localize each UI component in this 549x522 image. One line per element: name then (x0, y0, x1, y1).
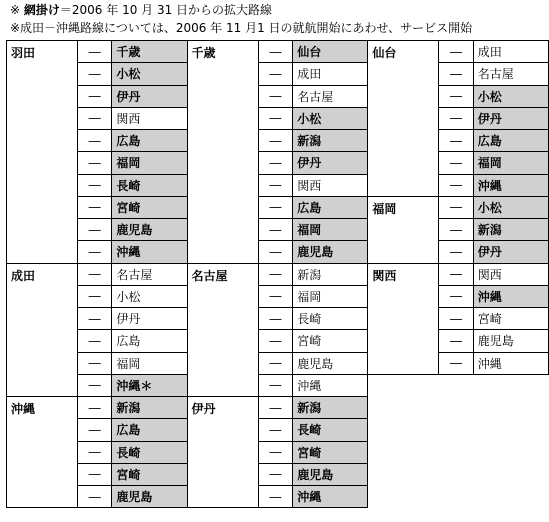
route-dash: ― (258, 85, 292, 107)
route-dash: ― (439, 308, 473, 330)
destination-cell: 関西 (473, 263, 548, 285)
route-dash: ― (258, 463, 292, 485)
empty-cell (368, 397, 549, 419)
route-dash: ― (258, 219, 292, 241)
route-dash: ― (258, 374, 292, 396)
route-dash: ― (258, 330, 292, 352)
destination-cell: 福岡 (293, 219, 368, 241)
route-dash: ― (439, 63, 473, 85)
origin-airport-sendai: 仙台 (368, 41, 439, 197)
table-row (7, 441, 549, 463)
route-dash: ― (77, 85, 111, 107)
note-expanded-routes (10, 2, 272, 19)
destination-cell: 小松 (112, 63, 187, 85)
destination-cell: 名古屋 (293, 85, 368, 107)
route-dash: ― (439, 130, 473, 152)
table-row (7, 352, 549, 374)
route-dash: ― (258, 241, 292, 263)
destination-cell: 福岡 (293, 285, 368, 307)
route-dash: ― (439, 196, 473, 218)
destination-cell: 伊丹 (112, 85, 187, 107)
route-dash: ― (77, 374, 111, 396)
destination-cell: 伊丹 (473, 107, 548, 129)
destination-cell: 長崎 (112, 174, 187, 196)
route-dash: ― (258, 174, 292, 196)
note-line1-text: ＝2006 年 10 月 31 日からの拡大路線 (59, 3, 273, 17)
destination-cell: 小松 (112, 285, 187, 307)
table-row (7, 463, 549, 485)
destination-cell: 福岡 (473, 152, 548, 174)
table-row (7, 130, 549, 152)
destination-cell: 小松 (473, 85, 548, 107)
table-row (7, 174, 549, 196)
destination-cell: 成田 (293, 63, 368, 85)
table-row (7, 85, 549, 107)
destination-cell: 鹿児島 (112, 486, 187, 508)
route-dash: ― (258, 308, 292, 330)
route-dash: ― (77, 441, 111, 463)
destination-cell: 沖縄 (473, 352, 548, 374)
origin-airport-haneda: 羽田 (7, 41, 78, 264)
origin-airport-nagoya: 名古屋 (187, 263, 258, 397)
route-dash: ― (258, 352, 292, 374)
destination-cell: 成田 (473, 41, 548, 63)
route-dash: ― (77, 285, 111, 307)
table-row (7, 374, 549, 396)
table-row (7, 63, 549, 85)
destination-cell: 宮崎 (112, 196, 187, 218)
table-row (7, 285, 549, 307)
destination-cell: 沖縄 (473, 285, 548, 307)
destination-cell: 沖縄 (293, 374, 368, 396)
destination-cell: 鹿児島 (473, 330, 548, 352)
destination-cell: 鹿児島 (293, 352, 368, 374)
route-dash: ― (439, 107, 473, 129)
destination-cell: 関西 (293, 174, 368, 196)
destination-cell: 新潟 (112, 397, 187, 419)
destination-cell: 宮崎 (473, 308, 548, 330)
destination-cell: 沖縄 (293, 486, 368, 508)
route-dash: ― (439, 263, 473, 285)
table-row (7, 152, 549, 174)
table-row (7, 219, 549, 241)
origin-airport-narita: 成田 (7, 263, 78, 397)
destination-cell: 新潟 (293, 130, 368, 152)
origin-airport-okinawa: 沖縄 (7, 397, 78, 508)
route-dash: ― (77, 152, 111, 174)
route-dash: ― (439, 285, 473, 307)
destination-cell: 広島 (112, 130, 187, 152)
route-dash: ― (258, 263, 292, 285)
route-dash: ― (77, 419, 111, 441)
empty-cell (368, 486, 549, 508)
route-dash: ― (77, 352, 111, 374)
destination-cell: 宮崎 (112, 463, 187, 485)
table-row (7, 486, 549, 508)
destination-cell: 新潟 (473, 219, 548, 241)
route-dash: ― (258, 152, 292, 174)
destination-cell: 新潟 (293, 263, 368, 285)
destination-cell: 鹿児島 (293, 241, 368, 263)
table-row (7, 263, 549, 285)
table-row (7, 196, 549, 218)
table-row (7, 41, 549, 63)
destination-cell: 沖縄 (112, 241, 187, 263)
route-dash: ― (258, 41, 292, 63)
route-dash: ― (77, 463, 111, 485)
route-dash: ― (258, 397, 292, 419)
route-dash: ― (439, 330, 473, 352)
route-dash: ― (258, 441, 292, 463)
route-dash: ― (77, 219, 111, 241)
route-dash: ― (439, 352, 473, 374)
route-dash: ― (77, 107, 111, 129)
route-dash: ― (439, 219, 473, 241)
destination-cell: 長崎 (112, 441, 187, 463)
route-dash: ― (439, 174, 473, 196)
destination-cell: 仙台 (293, 41, 368, 63)
destination-cell: 小松 (293, 107, 368, 129)
destination-cell: 沖縄＊ (112, 374, 187, 396)
route-dash: ― (77, 63, 111, 85)
destination-cell: 名古屋 (473, 63, 548, 85)
route-dash: ― (439, 85, 473, 107)
route-dash: ― (77, 397, 111, 419)
destination-cell: 広島 (473, 130, 548, 152)
empty-cell (368, 419, 549, 441)
route-dash: ― (439, 241, 473, 263)
destination-cell: 鹿児島 (293, 463, 368, 485)
destination-cell: 伊丹 (112, 308, 187, 330)
destination-cell: 福岡 (112, 352, 187, 374)
note-mark: ※ (10, 3, 21, 17)
route-dash: ― (258, 63, 292, 85)
note-highlight-word: 網掛け (23, 3, 60, 17)
route-dash: ― (77, 263, 111, 285)
destination-cell: 広島 (112, 419, 187, 441)
table-row (7, 107, 549, 129)
empty-cell (368, 463, 549, 485)
empty-cell (368, 441, 549, 463)
table-row (7, 330, 549, 352)
destination-cell: 伊丹 (473, 241, 548, 263)
destination-cell: 鹿児島 (112, 219, 187, 241)
route-dash: ― (77, 308, 111, 330)
empty-cell (368, 374, 549, 396)
route-dash: ― (439, 41, 473, 63)
destination-cell: 福岡 (112, 152, 187, 174)
origin-airport-itami: 伊丹 (187, 397, 258, 508)
route-table (6, 40, 549, 508)
destination-cell: 小松 (473, 196, 548, 218)
origin-airport-fukuoka: 福岡 (368, 196, 439, 263)
route-dash: ― (77, 196, 111, 218)
destination-cell: 宮崎 (293, 441, 368, 463)
destination-cell: 伊丹 (293, 152, 368, 174)
route-dash: ― (258, 419, 292, 441)
destination-cell: 関西 (112, 107, 187, 129)
origin-airport-chitose: 千歳 (187, 41, 258, 264)
table-row (7, 397, 549, 419)
route-dash: ― (258, 196, 292, 218)
table-row (7, 308, 549, 330)
destination-cell: 沖縄 (473, 174, 548, 196)
destination-cell: 長崎 (293, 308, 368, 330)
route-dash: ― (258, 130, 292, 152)
table-row (7, 419, 549, 441)
note-narita-okinawa: ※成田－沖縄路線については、2006 年 11 月1 日の就航開始にあわせ、サービス開始 (10, 21, 473, 35)
destination-cell: 新潟 (293, 397, 368, 419)
route-dash: ― (258, 486, 292, 508)
route-dash: ― (258, 107, 292, 129)
origin-airport-kansai: 関西 (368, 263, 439, 374)
route-table-body (7, 41, 549, 508)
route-dash: ― (77, 130, 111, 152)
destination-cell: 広島 (293, 196, 368, 218)
destination-cell: 宮崎 (293, 330, 368, 352)
route-dash: ― (77, 486, 111, 508)
destination-cell: 長崎 (293, 419, 368, 441)
route-dash: ― (258, 285, 292, 307)
destination-cell: 広島 (112, 330, 187, 352)
table-row (7, 241, 549, 263)
route-dash: ― (77, 41, 111, 63)
route-dash: ― (77, 330, 111, 352)
route-dash: ― (439, 152, 473, 174)
destination-cell: 千歳 (112, 41, 187, 63)
route-dash: ― (77, 241, 111, 263)
route-dash: ― (77, 174, 111, 196)
destination-cell: 名古屋 (112, 263, 187, 285)
